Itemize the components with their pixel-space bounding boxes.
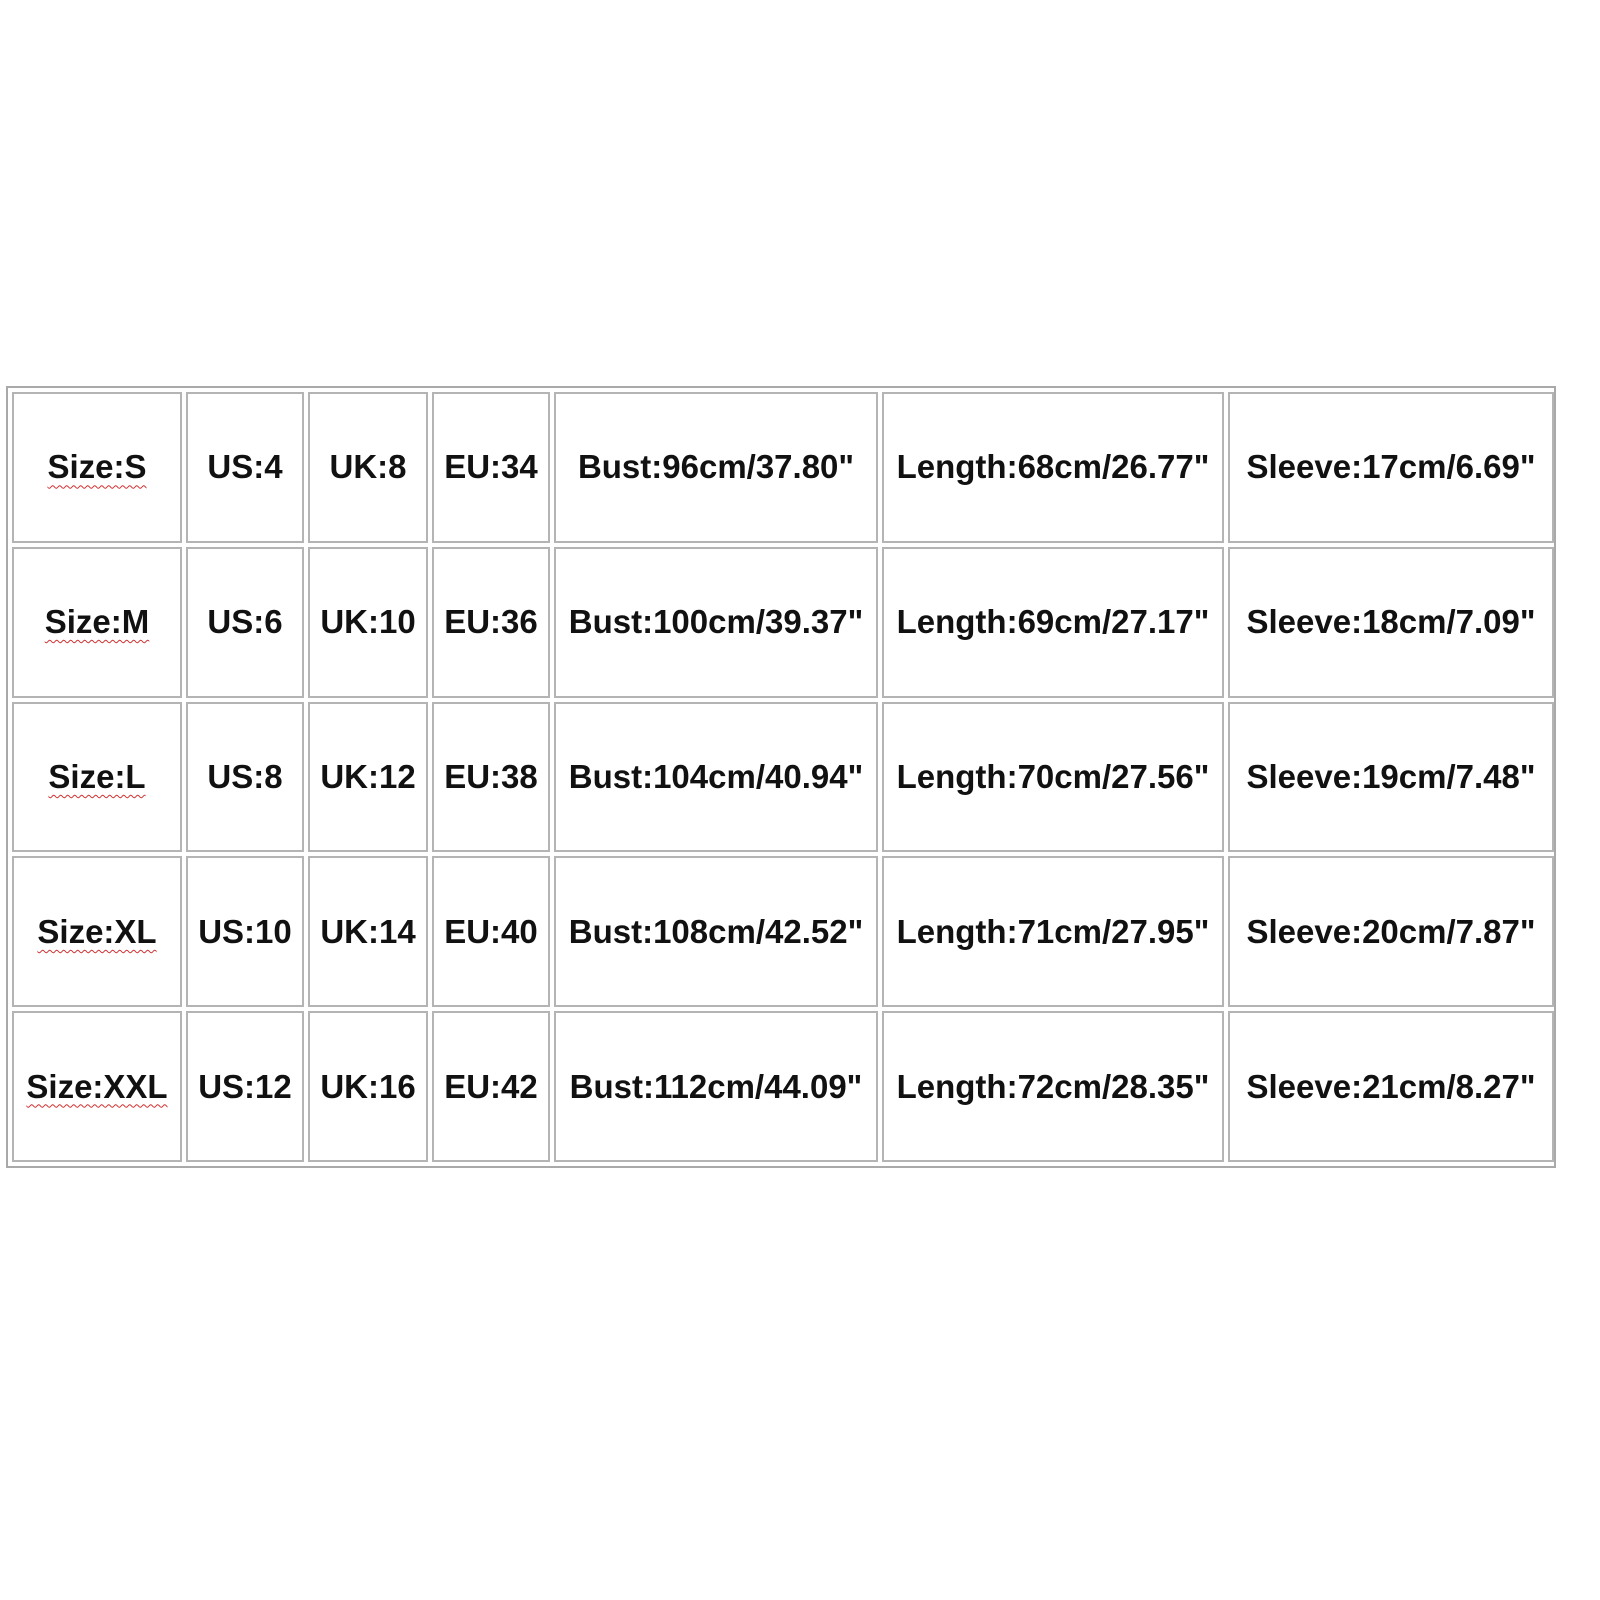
sleeve-cell: Sleeve:17cm/6.69"	[1228, 392, 1554, 543]
size-cell	[12, 856, 182, 1007]
size-label: Size:XL	[37, 912, 157, 950]
uk-size-cell: UK:12	[308, 702, 428, 853]
size-cell	[12, 392, 182, 543]
eu-size-cell: EU:40	[432, 856, 550, 1007]
sleeve-cell: Sleeve:19cm/7.48"	[1228, 702, 1554, 853]
table-row	[12, 1011, 1554, 1162]
sleeve-cell: Sleeve:18cm/7.09"	[1228, 547, 1554, 698]
eu-size-cell: EU:36	[432, 547, 550, 698]
bust-cell: Bust:112cm/44.09"	[554, 1011, 878, 1162]
table-row	[12, 547, 1554, 698]
length-cell: Length:71cm/27.95"	[882, 856, 1224, 1007]
length-cell: Length:70cm/27.56"	[882, 702, 1224, 853]
length-cell: Length:68cm/26.77"	[882, 392, 1224, 543]
eu-size-cell: EU:38	[432, 702, 550, 853]
table-row	[12, 702, 1554, 853]
uk-size-cell: UK:16	[308, 1011, 428, 1162]
length-cell: Length:72cm/28.35"	[882, 1011, 1224, 1162]
eu-size-cell: EU:34	[432, 392, 550, 543]
size-label: Size:XXL	[26, 1067, 168, 1105]
size-cell	[12, 1011, 182, 1162]
size-table	[8, 388, 1558, 1166]
us-size-cell: US:12	[186, 1011, 304, 1162]
bust-cell: Bust:100cm/39.37"	[554, 547, 878, 698]
us-size-cell: US:4	[186, 392, 304, 543]
uk-size-cell: UK:8	[308, 392, 428, 543]
eu-size-cell: EU:42	[432, 1011, 550, 1162]
sleeve-cell: Sleeve:21cm/8.27"	[1228, 1011, 1554, 1162]
size-label: Size:S	[47, 448, 147, 486]
size-cell	[12, 547, 182, 698]
us-size-cell: US:10	[186, 856, 304, 1007]
bust-cell: Bust:96cm/37.80"	[554, 392, 878, 543]
uk-size-cell: UK:10	[308, 547, 428, 698]
us-size-cell: US:8	[186, 702, 304, 853]
sleeve-cell: Sleeve:20cm/7.87"	[1228, 856, 1554, 1007]
size-chart	[6, 386, 1556, 1168]
table-row	[12, 856, 1554, 1007]
size-cell	[12, 702, 182, 853]
size-label: Size:M	[44, 603, 150, 641]
table-row	[12, 392, 1554, 543]
us-size-cell: US:6	[186, 547, 304, 698]
uk-size-cell: UK:14	[308, 856, 428, 1007]
length-cell: Length:69cm/27.17"	[882, 547, 1224, 698]
bust-cell: Bust:104cm/40.94"	[554, 702, 878, 853]
size-label: Size:L	[48, 757, 146, 795]
bust-cell: Bust:108cm/42.52"	[554, 856, 878, 1007]
